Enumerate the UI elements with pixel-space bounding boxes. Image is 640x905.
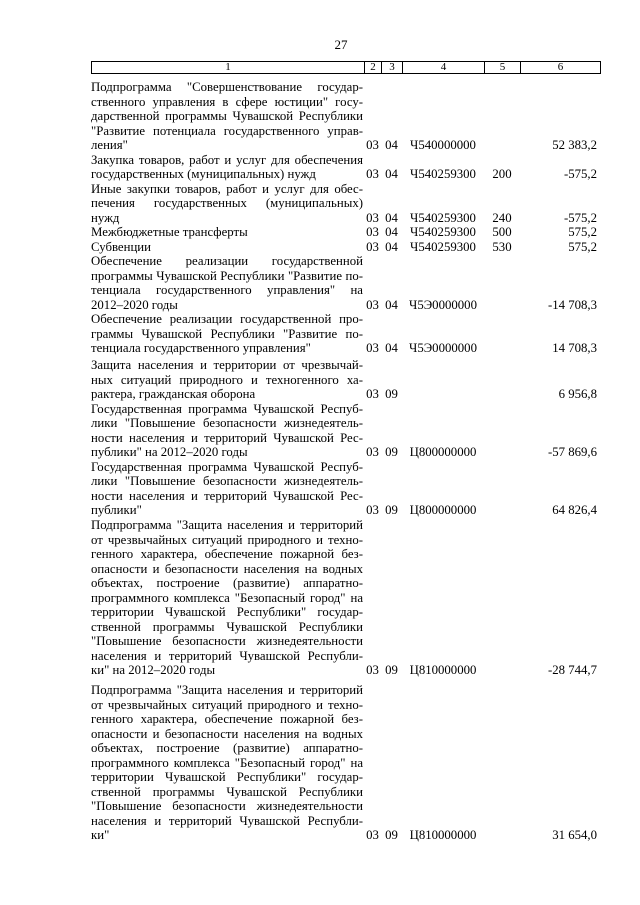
column-6-cell: 6 956,8 [558,387,597,401]
column-6-cell: -14 708,3 [547,297,597,312]
column-3-cell: 09 [385,663,398,677]
column-2-cell: 03 [366,138,379,152]
table-row [91,683,600,843]
description-line: государственных (муниципальных) нужд [91,167,316,181]
column-3-cell: 04 [385,239,398,254]
description-line: лики "Повышение безопасности жизнедеятель- [91,416,363,430]
description-line: территории Чувашской Республики" государ- [91,605,363,619]
row-description [91,225,364,240]
description-line: лики "Повышение безопасности жизнедеятель- [91,474,363,488]
description-line: опасности и безопасности населения на водных [91,726,363,741]
description-line: генного характера, обеспечение пожарной без- [91,712,363,726]
column-2-cell: 03 [366,663,379,677]
column-2-cell: 03 [366,210,379,225]
description-line: ных ситуаций природного и техногенного ха- [91,372,363,387]
column-3-cell: 04 [385,341,398,355]
column-4-cell: Ч540259300 [410,167,476,181]
column-2-cell: 03 [366,239,379,254]
column-6-cell: -575,2 [563,210,597,225]
header-cell-4: 4 [402,62,484,73]
description-line: населения и территорий Чувашской Республи- [91,813,363,828]
row-description [91,240,364,255]
description-line: дарственной программы Чувашской Республики [91,109,363,123]
table-row [91,312,600,356]
column-6-cell: -575,2 [563,167,597,181]
row-description [91,312,364,356]
column-6-cell: 14 708,3 [552,341,597,355]
description-line: "Повышение безопасности жизнедеятельности [91,634,363,648]
table-row [91,153,600,182]
description-line: объектах, построение (развитие) аппаратно- [91,741,363,755]
column-2-cell: 03 [366,225,379,239]
column-2-cell: 03 [366,341,379,355]
table-row [91,182,600,226]
description-line: нужд [91,210,120,225]
description-line: от чрезвычайных ситуаций природного и техно- [91,532,363,547]
table-row [91,358,600,402]
description-line: программного комплекса "Безопасный город" на [91,755,363,770]
column-3-cell: 09 [385,445,398,459]
column-3-cell: 04 [385,210,398,225]
description-line: ности населения и территорий Чувашской Рес- [91,430,363,445]
description-line: рактера, гражданская оборона [91,387,256,401]
description-line: Подпрограмма "Защита населения и территорий [91,683,363,697]
header-cell-1: 1 [91,62,364,73]
description-line: ности населения и территорий Чувашской Рес- [91,488,363,503]
description-line: ственной программы Чувашской Республики [91,784,363,799]
row-description [91,80,364,153]
description-line: ления" [91,138,128,152]
description-line: тенциала государственного управления" на [91,283,363,297]
description-line: Межбюджетные трансферты [91,225,248,239]
column-5-cell: 530 [492,239,512,254]
description-line: публики" на 2012–2020 годы [91,445,248,459]
column-4-cell: Ч5Э0000000 [409,297,477,312]
description-line: от чрезвычайных ситуаций природного и техно- [91,697,363,712]
description-line: тенциала государственного управления" [91,341,311,355]
column-6-cell: 575,2 [568,239,597,254]
column-4-cell: Ч540259300 [410,210,476,225]
table-row [91,225,600,240]
description-line: Иные закупки товаров, работ и услуг для обес- [91,181,363,196]
row-description [91,358,364,402]
description-line: Государственная программа Чувашской Респуб- [91,401,363,416]
row-description [91,518,364,678]
description-line: 2012–2020 годы [91,297,178,312]
column-3-cell: 09 [385,828,398,842]
description-line: Закупка товаров, работ и услуг для обеспечения [91,152,363,167]
description-line: ственной программы Чувашской Республики [91,619,363,634]
table-row [91,80,600,153]
column-6-cell: 31 654,0 [552,828,597,842]
column-4-cell: Ч5Э0000000 [409,341,477,355]
row-description [91,460,364,518]
column-4-cell: Ч540000000 [410,138,476,152]
description-line: программы Чувашской Республики "Развитие по- [91,268,363,283]
table-row [91,460,600,518]
column-5-cell: 240 [492,210,512,225]
description-line: Государственная программа Чувашской Респуб- [91,459,363,474]
table-header-row [91,61,601,74]
column-2-cell: 03 [366,387,379,401]
description-line: программного комплекса "Безопасный город" на [91,590,363,605]
header-cell-2: 2 [364,62,381,73]
description-line: Субвенции [91,239,151,254]
column-2-cell: 03 [366,503,379,517]
row-description [91,683,364,843]
description-line: опасности и безопасности населения на водных [91,561,363,576]
column-4-cell: Ц810000000 [409,663,477,677]
description-line: печения государственных (муниципальных) [91,196,363,210]
row-description [91,402,364,460]
column-6-cell: -28 744,7 [547,663,597,677]
column-5-cell: 200 [492,167,512,181]
description-line: Защита населения и территории от чрезвычай- [91,358,363,372]
description-line: Подпрограмма "Защита населения и территорий [91,518,363,532]
column-6-cell: 64 826,4 [552,503,597,517]
column-4-cell: Ч540259300 [410,225,476,239]
column-4-cell: Ц800000000 [409,503,477,517]
table-row [91,254,600,312]
column-3-cell: 04 [385,225,398,239]
column-2-cell: 03 [366,297,379,312]
column-3-cell: 04 [385,297,398,312]
column-4-cell: Ч540259300 [410,239,476,254]
description-line: Обеспечение реализации государственной [91,254,363,268]
description-line: "Повышение безопасности жизнедеятельности [91,799,363,813]
row-description [91,153,364,182]
page-number: 27 [334,37,348,52]
description-line: "Развитие потенциала государственного управ- [91,123,363,138]
column-2-cell: 03 [366,828,379,842]
description-line: объектах, построение (развитие) аппаратно- [91,576,363,590]
column-3-cell: 09 [385,503,398,517]
description-line: граммы Чувашской Республики "Развитие по- [91,326,363,341]
description-line: территории Чувашской Республики" государ- [91,770,363,784]
row-description [91,182,364,226]
header-cell-3: 3 [381,62,402,73]
description-line: Обеспечение реализации государственной про- [91,312,363,326]
header-cell-6: 6 [520,62,600,73]
description-line: публики" [91,503,142,517]
column-3-cell: 04 [385,138,398,152]
description-line: генного характера, обеспечение пожарной без- [91,547,363,561]
table-row [91,518,600,678]
column-3-cell: 04 [385,167,398,181]
column-2-cell: 03 [366,167,379,181]
description-line: ки" на 2012–2020 годы [91,663,216,677]
header-cell-5: 5 [484,62,520,73]
column-4-cell: Ц800000000 [409,445,477,459]
column-3-cell: 09 [385,387,398,401]
column-2-cell: 03 [366,445,379,459]
table-row [91,402,600,460]
column-6-cell: 575,2 [568,225,597,239]
row-description [91,254,364,312]
column-6-cell: 52 383,2 [552,138,597,152]
description-line: ственного управления в сфере юстиции" госу- [91,94,363,109]
table-row [91,240,600,255]
table-body [91,80,600,843]
description-line: Подпрограмма "Совершенствование государ- [91,80,363,94]
column-4-cell: Ц810000000 [409,828,477,842]
description-line: ки" [91,828,110,842]
description-line: населения и территорий Чувашской Республи- [91,648,363,663]
column-6-cell: -57 869,6 [547,445,597,459]
column-5-cell: 500 [492,225,512,239]
